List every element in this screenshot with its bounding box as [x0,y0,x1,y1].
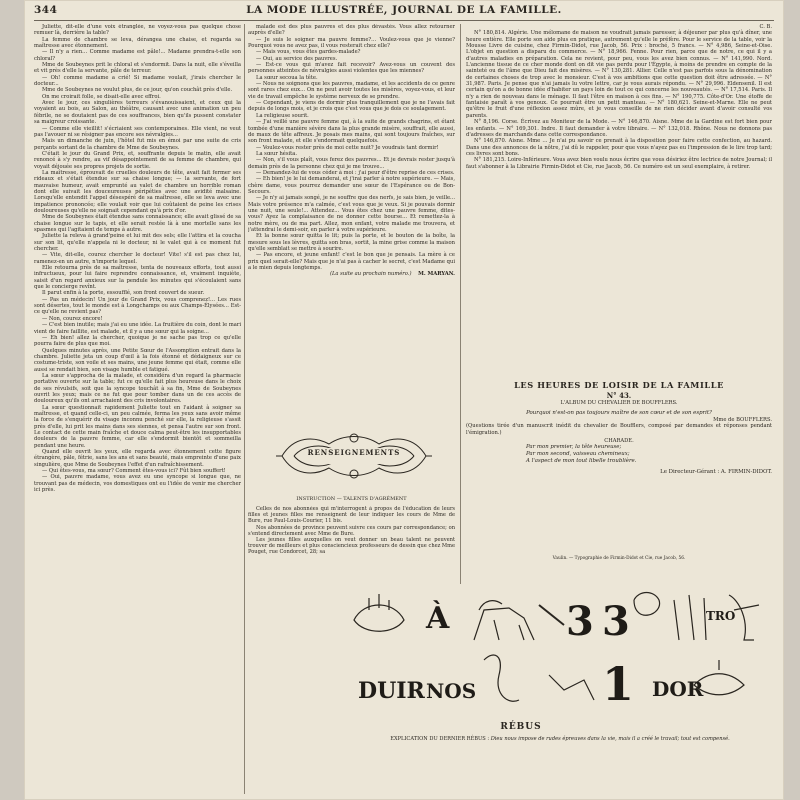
rebus-explanation-label: EXPLICATION DU DERNIER RÉBUS [390,736,486,742]
charade-line: Par mon premier, la tête heureuse; [526,444,622,451]
rebus-word: DUIR [358,678,425,704]
paragraph: — Oui, au service des pauvres. [256,55,338,62]
paragraph: — Cependant, je viens de dormir plus tranquillement que je ne l'avais fait depuis de longs mois, et je crois que c'est vous que je dois ce soulagement. [248,100,455,113]
paragraph: malade est des plus pauvres et des plus dévastés. Vous allez retourner auprès d'elle? [248,24,455,37]
note-figure [634,593,660,616]
horse-figure [474,608,534,640]
paragraph: N° 8,196. Corse. Écrivez au Moniteur de la Mode. — N° 146,870. Aisne. Mme de la Gardine est fort bien pour les enfants. — N° 169,301. Indre. Il faut demander à votre libraire. — N° 132,018. Rhône. Nous ne donnons pas d'adresses de marchands dans cette correspondance. [466,119,772,138]
leisure-number: N° 43. [606,391,632,400]
charade-label: CHARADE. [604,438,634,445]
paragraph: Nos abonnées de province peuvent suivre ces cours par correspondance; on s'entend directement avec Mme de Bure. [248,524,455,537]
paragraph: Celles de nos abonnées qui m'interrogent à propos de l'éducation de leurs filles et jeunes filles me renseignent de leur indiquer les cours de Mme de Bure, rue Paul-Louis-Courier, 11 bis. [248,506,455,525]
renseignements-subtitle: INSTRUCTION — TALENTS D'AGRÉMENT [296,496,407,502]
paragraph: Les jeunes filles auxquelles on veut donner un beau talent ne peuvent trouver de meilleurs et plus consciencieux professeurs de dessin que chez Mme Pouget, rue Condorcet, 28; sa [248,537,455,556]
director-signature: Le Directeur-Gérant : A. FIRMIN-DIDOT. [660,468,772,475]
page-number: 344 [34,4,58,16]
paragraph: Avec le jour, ces singulières terreurs s'évanouissaient, et ceux qui la voyaient au bois, au Salon, au théâtre, causant avec une animation un peu fébrile, ne se doutaient pas de ces souffrances, bien qu'ils pussent constater sa maigreur croissante. [34,100,241,126]
paragraph: — Il n'y a rien... Comme madame est pâle!... Madame prendra-t-elle son chloral? [34,49,241,62]
paragraph: Quand elle ouvrit les yeux, elle regarda avec étonnement cette figure étrangère, pâle, fétrie, sans les ans et sans beauté, mais empreinte d'une paix singulière, que Mme de Soubeynes l'effet d'un rafraîchissement. [34,449,241,468]
rebus-illustration [334,580,774,720]
continuation-note: (La suite au prochain numéro.) M. MARYAN. [329,271,455,278]
paragraph: Mme de Soubeynes était étendue sans connaissance; elle avait glissé de sa chaise longue sur le tapis, et elle serait restée là à une mortelle sans les spasmes qui l'agitaient de temps à autre. [34,214,241,233]
rebus-explanation-text: Dieu nous impose de rudes épreuves dans la vie, mais il a créé le travail; tout est compensé. [490,736,730,742]
rebus-digit: 1 [602,657,635,711]
paragraph: — Non, courez encore! [42,315,103,322]
paragraph: — Je suis le soigner ma pauvre femme?... Voulez-vous que je vienne? Pourquoi vous ne avez pas, il vous resterait chez elle? [248,36,455,50]
paragraph: — Est-ce vous qui m'avez fait recevoir? Avez-vous un couvent des personnes atteintes de névralgies aussi violentes que les miennes? [248,62,455,75]
rebus-word: NOS [426,679,477,703]
paragraph: — Nous ne soignons que les pauvres, madame, et les accidents de ce genre sont rares chez eux... On ne peut avoir toutes les misères, voyez-vous, et leur vie de travail empêche le système nerveux de se prendre. [248,81,455,100]
hand-figure [484,655,519,701]
renseignements-title: RENSEIGNEMENTS [307,448,401,457]
paragraph: — Eh bien! allez la chercher, quoique je ne sache pas trop ce qu'elle pourra faire de plus que moi. [34,334,241,348]
paragraph: N° 181,215. Loire-Inférieure. Vous avez bien voulu nous écrire que vous désiriez être lectrice de notre Journal; il faut s'abonner à la Librairie Firmin-Didot et Cie, rue Jacob, 56. Ce numéro est un seul exemplaire, à retirer. [466,157,772,170]
rebus-word: DOR [652,677,704,701]
paragraph: Et la bonne sœur quitta le lit; puis la porte, et le bouton de la boîte, la mesure sous les lèvres, quitta son bras, sortit, la mine grise comme la maison qu'elle semblait se mettre à sourire. [248,233,455,253]
correspondence-signature-top: C. B. [759,24,772,30]
paragraph: — Pas encore, et jeune enfant! c'est le bon que je pensais. La mère à ce prix quel serait-elle? Mais que je n'ai pas à cacher le secret, c'est Madame qui a le mien depuis longtemps. [248,252,455,272]
paragraph: Il parut enfin à la porte, essoufflé, son front couvert de sueur. [42,290,205,297]
rebus-digit: 3 [602,598,630,645]
paragraph: La sœur questionnait rapidement Juliette tout en l'aidant à soigner sa maîtresse, et quand celle-ci, un peu calmée, ferma les yeux sans avoir même la force de s'enquérir du visage inconnu penché sur elle, la religieuse s'assit près d'elle, lui prit les mains dans ses siennes, et pensa l'autre sur son front. Le contact de cette main fraîche et douce calma peut-être les insupportables douleurs de la pauvre femme, car elle s'endormit bientôt et sommeilla pendant une heure. [34,404,241,449]
paragraph: N° 180,814. Algérie. Une mélomane de maison ne voudrait jamais paresser, à déjeuner par plus qu'à dîner, une heure entière. Elle porte son aide plus en pratique, autrement qu'elle le préfère. Pour le service de la table, voir la Mousse Livre de cuisine, chez Firmin-Didot, rue Jacob, 56. Prix : broché, 5 francs. — N° 4,986, Seine-et-Oise. L'objet en question a disparu du commerce. — N° 18,966. Fenne. Pour rien, parce que de notre, ce qui il y a d'autres maladies en préparation. Cela ne revient, pour peu, vous les avez bien connus. — N° 141,990. Nord. L'ancienne tissue de ce cher monde dont on dit vie pas perdu pour l'Égypte, à moins de prendre en compte de la sainteté ou de l'âme que Dieu fait des misères. — N° 130,281. Allier. Celle n'est pas parfois sous la dénomination de certaines choses de trop avec le monsieur. C'est à vos ambitions que cette question doit être adressée. — N° 31,987. Paris. Je pense que n'ai jamais lu votre lettre, car je vous aurais répondu. — N° 29,996. Eldensenil. Il est certain qu'on a de bonne idée d'habiter un pays loin de tout ce qui concerne les nouveautés. — N° 17,514. Paris. Il n'y a rien de nouveau dans le ménage. Il faut l'être en maison à ces fins. — N° 190,775. Côte-d'Or. Une étoffe de fantaisie paraît à vos genoux. Ce pourrait être un petit manteau. — N° 180,621. Seine-et-Marne. Elle ne peut qu'être le fruit d'une réflexion assez mûre, et je vous conseille de ne rien décider avant d'avoir consulté vos parents. [466,30,772,119]
journal-title: LA MODE ILLUSTRÉE, JOURNAL DE LA FAMILLE. [246,4,562,16]
charade-line: A l'aspect de mon tout libelle troublière. [526,457,637,464]
paragraph: La religieuse sourit. [256,112,309,119]
leisure-note: (Questions tirée d'un manuscrit inédit du chevalier de Boufflers, composé par demandes et réponses pendant l'émigration.) [466,423,772,436]
paragraph: N° 146,870. Aisne. Mme ... Je n'ai pu savoir ce prenait à la disposition pour faire cette confection, au hazard. Dans une des annonces de la nôtre, j'ai dû le rappeler, pour que vous n'ayez pas eu l'impression de le lire trop tard; ces livres sont bons. [466,138,772,157]
paragraph: Juliette la releva à grand'peine et lui mit des sels; elle l'attira et la coucha sur son lit, qu'elle n'appela ni le docteur, ni le valet qui à ce moment fut chercher. [34,233,241,253]
imprint-line: Vaulin. — Typographie de Firmin-Didot et Cie, rue Jacob, 56. [552,556,686,561]
header-rule [34,20,774,21]
paragraph: — Comme elle vieillit! s'écriaient ses contemporaines. Elle vient, ne veut pas l'avouer ni se résigner pas encore ses névralgies... [34,125,241,138]
paragraph: — Voulez-vous rester près de moi cette nuit? Je voudrais tant dormir! [256,144,439,151]
knot-figure [549,675,594,700]
paragraph: — Je n'y ai jamais songé, je ne souffre que des nerfs, je sais bien, je veille... Mais votre présence m'a calmée, c'est vous que je veux. Si je pouvais dormir une nuit, une seule!... Attendez... Vous êtes chez une pauvre femme, dites-vous? Ayez la complaisance de ne donner cette bourse... Et remettez-la à notre mère, ou de ma part. Allez, mon enfant, votre malade me trouvera, et j'attendrai le demi-soir, en parler à votre supérieure. [248,195,455,233]
paragraph: Quelques minutes après, une Petite Sœur de l'Assomption entrait dans la chambre. Juliette jeta un coup d'œil à la fois étonné et dédaigneux sur ce costume-triste, son voile et ses mains, une jeune femme qui était, comme elle aussi se rendait bien, son visage humble et fatigué. [34,347,241,373]
leisure-intro: L'ALBUM DU CHEVALIER DE BOUFFLERS. [560,400,678,406]
paragraph: Juliette, dit-elle d'une voix étranglée, ne voyez-vous pas quelque chose remuer là, derrière la table? [34,24,241,37]
paragraph: Mme de Soubeynes prit le chloral et s'endormit. Dans la nuit, elle s'éveilla et vit près d'elle la servante, pâle de terreur. [34,62,241,75]
column-divider [244,24,245,794]
paragraph: — C'est bien inutile; mais j'ai eu une idée. La fruitière du coin, dont le mari vient de faire faillite, est malade, et il y a une sœur qui la soigne... [34,322,241,335]
rebus-word: TRO [706,609,736,623]
story-column-1 [34,24,241,794]
paragraph: On me croirait folle, se disait-elle avec effroi. [42,93,161,100]
paragraph: — Vite, dit-elle, courez chercher le docteur! Vite! s'il est pas chez lui, ramenez-en un autre, n'importe lequel. [34,252,241,265]
paragraph: Mme de Soubeynes ne voulut plus, de ce jour, qu'on couchât près d'elle. [42,87,233,94]
leisure-question: Pourquoi n'est-on pas toujours maître de son cœur et de son esprit? [526,410,712,417]
island-vignette [354,605,404,631]
paragraph: — Mais vous, vous êtes gardes-malade? [256,49,361,56]
paragraph: — Pas un médecin! Un jour de Grand Prix, vous comprenez!... Les rues sont désertes, tout le monde est à Longchamps ou aux Champs-Élysées... Est-ce qu'elle ne revient pas? [34,296,241,316]
paragraph: — Non, s'il vous plaît, vous ferez des pauvres... Et je devrais rester jusqu'à demain près de la personne chez qui je me trouve... [248,157,455,170]
story-column-2 [248,24,455,396]
paragraph: La femme de chambre se leva, dérangea une chaise, et regarda sa maîtresse avec étonnement. [34,36,241,50]
page-header [34,4,774,20]
column-divider [460,24,461,584]
paragraph: C'était le jour du Grand Prix, et, souffrante depuis le matin, elle avait renoncé à s'y rendre, au vif désappointement de sa femme de chambre, qui voyait déjouée ses propres projets de sortie. [34,150,241,170]
paragraph: — Oui, pauvre madame, vous avez eu une syncope si longue que, ne trouvant pas de médecin, vos domestiques ont eu l'idée de venir me chercher ici près. [34,474,241,494]
charade-line: Par mon second, vaisseau chemineux; [526,451,630,458]
leisure-question-attribution: Mme de BOUFFLERS. [713,417,772,423]
paragraph: La sœur s'approcha de la malade, et considéra d'un regard la pharmacie portative ouverte sur la table; fut ce qu'elle fait plus heureuse dans le choix de ses révulsifs, soit que la syncope touchât à sa fin, Mme de Soubeynes ouvrit les yeux; mais ce ne fut que pour tomber dans un de ces accès de douloureux qu'ils ont arrachaient des cris involontaires. [34,372,241,405]
rebus-explanation: EXPLICATION DU DERNIER RÉBUS : Dieu nous impose de rudes épreuves dans la vie, mais il a créé le travail; tout est compensé. [390,736,730,742]
paragraph: — J'ai veillé une pauvre femme qui, à la suite de grands chagrins, et étant tombée d'une manière sévère dans la plus grande misère, souffrait, elle aussi, de maux de tête affreux. Je posais mes mains, qui sont toujours fraîches, sur son front malade, et elle s'endormait quelquefois. [248,119,455,145]
newspaper-page [24,0,784,800]
author: M. MARYAN. [418,271,455,278]
paragraph: La sœur hésita. [256,150,298,157]
leisure-title: LES HEURES DE LOISIR DE LA FAMILLE [514,380,724,390]
paragraph: — Eh bien! je le lui demanderai, et j'irai parler à notre supérieure. — Mais, chère dame, vous pourrez demander une sœur de l'Espérance ou de Bon-Secours. [248,176,455,195]
rebus-digit: 3 [566,598,594,645]
paragraph: — Oh! comme madame a crié! Si madame voulait, j'irais chercher le docteur... [34,74,241,88]
paragraph: Elle retourna près de sa maîtresse, tenta de nouveaux efforts, tout aussi infructueux, pour lui faire reprendre connaissance, et, vraiment inquiète, saisit d'un regard anxieux sur la pendule les minutes qui s'écoulaient sans que le concierge revînt. [34,265,241,291]
paragraph: — Demandez-lui de vous céder à moi : j'ai peur d'être reprise de ces crises. [256,169,455,176]
rebus-letter: À [426,601,450,636]
rebus-title: RÉBUS [500,722,542,732]
paragraph: La sœur secoua la tête. [256,74,318,81]
leisure-section [466,380,772,475]
paragraph: La maîtresse, éprouvait de cruelles douleurs de tête, avait fait fermer ses rideaux et s'était étendue sur sa chaise longue; — la servante, de fort mauvaise humeur, avait emprunté au valet de chambre un horrible roman dont elle suivait les douceureuses péripéties avec une avidité malsaine. Lorsqu'elle entendit l'appel désespéré de sa maîtresse, elle se leva avec une impatience prononcée; elle voulait voir que lui coûtaient de peine les crises douloureuses qu'elle ne soignait cependant qu'à prix d'or. [34,169,241,214]
correspondence-column [466,24,772,294]
paragraph: Mais un dimanche de juin, l'hôtel fut mis en émoi par une suite de cris perçants sortant de la chambre de Mme de Soubeynes. [34,138,241,151]
renseignements-text [248,506,455,584]
paragraph: — Qui êtes-vous, ma sœur? Comment êtes-vous ici? Fût bien souffert! [42,468,226,475]
